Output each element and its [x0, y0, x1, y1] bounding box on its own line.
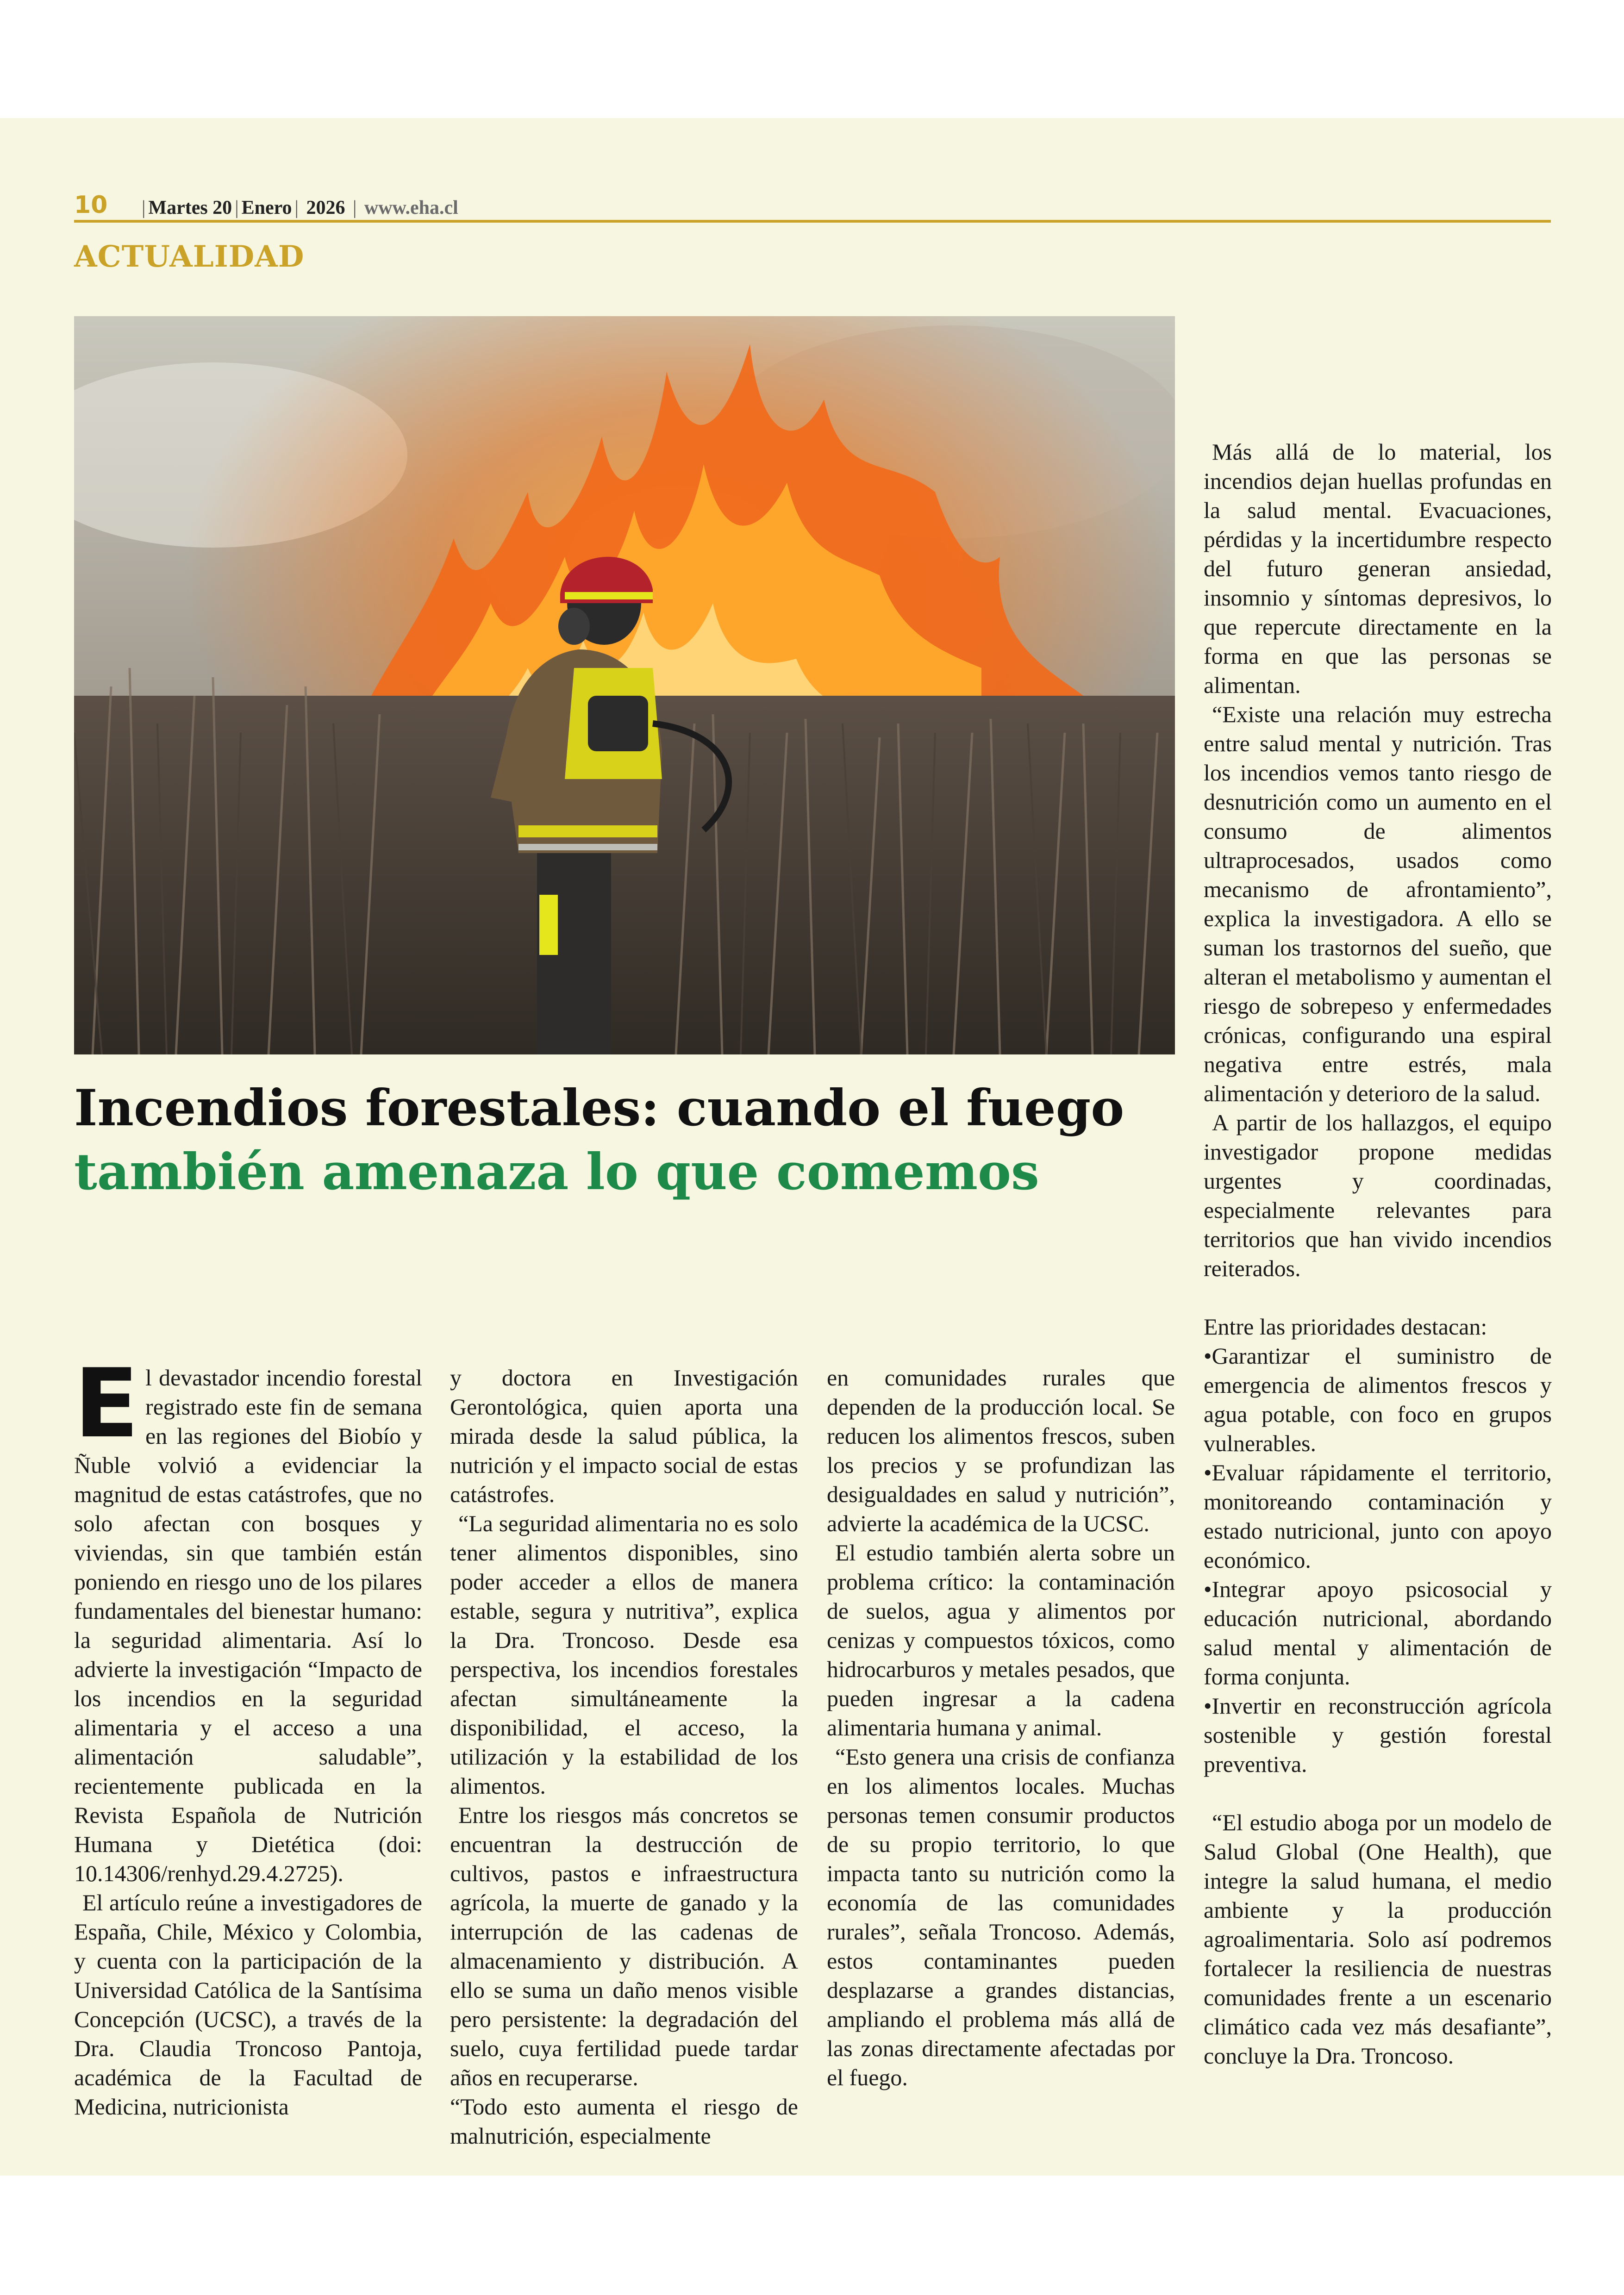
article-column-4: [1204, 437, 1552, 2070]
issue-month: Enero: [241, 197, 292, 218]
article-column-1: [74, 1349, 422, 2121]
firefighter-wildfire-illustration: [74, 316, 1175, 1054]
priority-item: •Evaluar rápidamente el territorio, monitoreando contaminación y estado nutricional, junto con apoyo económico.: [1204, 1459, 1552, 1573]
headline-line-1: Incendios forestales: cuando el fuego: [74, 1079, 1124, 1137]
article-column-2: [450, 1363, 798, 2151]
page-header: [74, 192, 1551, 223]
priority-item: •Invertir en reconstrucción agrícola sostenible y gestión forestal preventiva.: [1204, 1693, 1552, 1777]
paragraph-text: l devastador incendio forestal registrado este fin de semana en las regiones del Biobío y Ñuble volvió a evidenciar la magnitud de estas catástrofes, que no solo afectan con bosques y viviendas, sin que también están poniendo en riesgo uno de los pilares fundamentales del bienestar humano: la seguridad alimentaria. Así lo advierte la investigación “Impacto de los incendios en la seguridad alimentaria y el acceso a una alimentación saludable”, recientemente publicada en la Revista Española de Nutrición Humana y Dietética (doi: 10.14306/renhyd.29.4.2725).: [74, 1365, 422, 1886]
priority-item: •Garantizar el suministro de emergencia de alimentos frescos y agua potable, con foco en grupos vulnerables.: [1204, 1343, 1552, 1456]
magazine-page: [0, 118, 1624, 2176]
page-number: 10: [74, 191, 108, 219]
drop-cap: E: [74, 1349, 139, 1459]
paragraph: A partir de los hallazgos, el equipo investigador propone medidas urgentes y coordinadas, especialmente relevantes para territorios que han vivido incendios reiterados.: [1204, 1110, 1552, 1281]
issue-day: Martes 20: [148, 197, 232, 218]
paragraph: “El estudio aboga por un modelo de Salud Global (One Health), que integre la salud humana, el medio ambiente y la producción agroalimentaria. Solo así podremos fortalecer la resiliencia de nuestras comunidades frente a un escenario climático cada vez más desafiante”, concluye la Dra. Troncoso.: [1204, 1809, 1552, 2069]
website-link[interactable]: www.eha.cl: [364, 197, 458, 218]
lead-photo: [74, 316, 1175, 1054]
paragraph: Entre los riesgos más concretos se encuentran la destrucción de cultivos, pastos e infraestructura agrícola, la muerte de ganado y la interrupción de las cadenas de almacenamiento y distribución. A ello se suma un daño menos visible pero persistente: la degradación del suelo, cuya fertilidad puede tardar años en recuperarse.: [450, 1802, 798, 2090]
article-column-3: [827, 1363, 1175, 2092]
paragraph: “Todo esto aumenta el riesgo de malnutrición, especialmente: [450, 2094, 798, 2149]
paragraph: El artículo reúne a investigadores de España, Chile, México y Colombia, y cuenta con la participación de la Universidad Católica de la Santísima Concepción (UCSC), a través de la Dra. Claudia Troncoso Pantoja, académica de la Facultad de Medicina, nutricionista: [74, 1890, 422, 2120]
paragraph: “Esto genera una crisis de confianza en los alimentos locales. Muchas personas temen consumir productos de su propio territorio, lo que impacta tanto su nutrición como la economía de las comunidades rurales”, señala Troncoso. Además, estos contaminantes pueden desplazarse a grandes distancias, ampliando el problema más allá de las zonas directamente afectadas por el fuego.: [827, 1744, 1175, 2090]
paragraph: El estudio también alerta sobre un problema crítico: la contaminación de suelos, agua y alimentos por cenizas y compuestos tóxicos, como hidrocarburos y metales pesados, que pueden ingresar a la cadena alimentaria humana y animal.: [827, 1540, 1175, 1740]
paragraph: “Existe una relación muy estrecha entre salud mental y nutrición. Tras los incendios vemos tanto riesgo de desnutrición como un aumento en el consumo de alimentos ultraprocesados, usados como mecanismo de afrontamiento”, explica la investigadora. A ello se suman los trastornos del sueño, que alteran el metabolismo y aumentan el riesgo de sobrepeso y enfermedades crónicas, configurando una espiral negativa entre estrés, mala alimentación y deterioro de la salud.: [1204, 701, 1552, 1106]
paragraph: Más allá de lo material, los incendios dejan huellas profundas en la salud mental. Evacuaciones, pérdidas y la incertidumbre respecto del futuro generan ansiedad, insomnio y síntomas depresivos, lo que repercute directamente en la forma en que las personas se alimentan.: [1204, 439, 1552, 698]
section-label: ACTUALIDAD: [74, 239, 305, 274]
paragraph: y doctora en Investigación Gerontológica, quien aporta una mirada desde la salud pública, la nutrición y el impacto social de estas catástrofes.: [450, 1365, 798, 1507]
paragraph: “La seguridad alimentaria no es solo tener alimentos disponibles, sino poder acceder a ellos de manera estable, segura y nutritiva”, explica la Dra. Troncoso. Desde esa perspectiva, los incendios forestales afectan simultáneamente la disponibilidad, el acceso, la utilización y la estabilidad de los alimentos.: [450, 1510, 798, 1799]
priority-item: •Integrar apoyo psicosocial y educación nutricional, abordando salud mental y alimentación de forma conjunta.: [1204, 1576, 1552, 1690]
priorities-intro: Entre las prioridades destacan:: [1204, 1314, 1487, 1340]
paragraph: [74, 1349, 422, 1888]
issue-year: 2026: [306, 197, 345, 218]
article-headline: [74, 1076, 1185, 1204]
issue-date: | Martes 20 | Enero | 2026 | www.eha.cl: [142, 197, 458, 218]
paragraph: en comunidades rurales que dependen de la producción local. Se reducen los alimentos frescos, suben los precios y se profundizan las desigualdades en salud y nutrición”, advierte la académica de la UCSC.: [827, 1365, 1175, 1536]
headline-line-2: también amenaza lo que comemos: [74, 1143, 1039, 1201]
